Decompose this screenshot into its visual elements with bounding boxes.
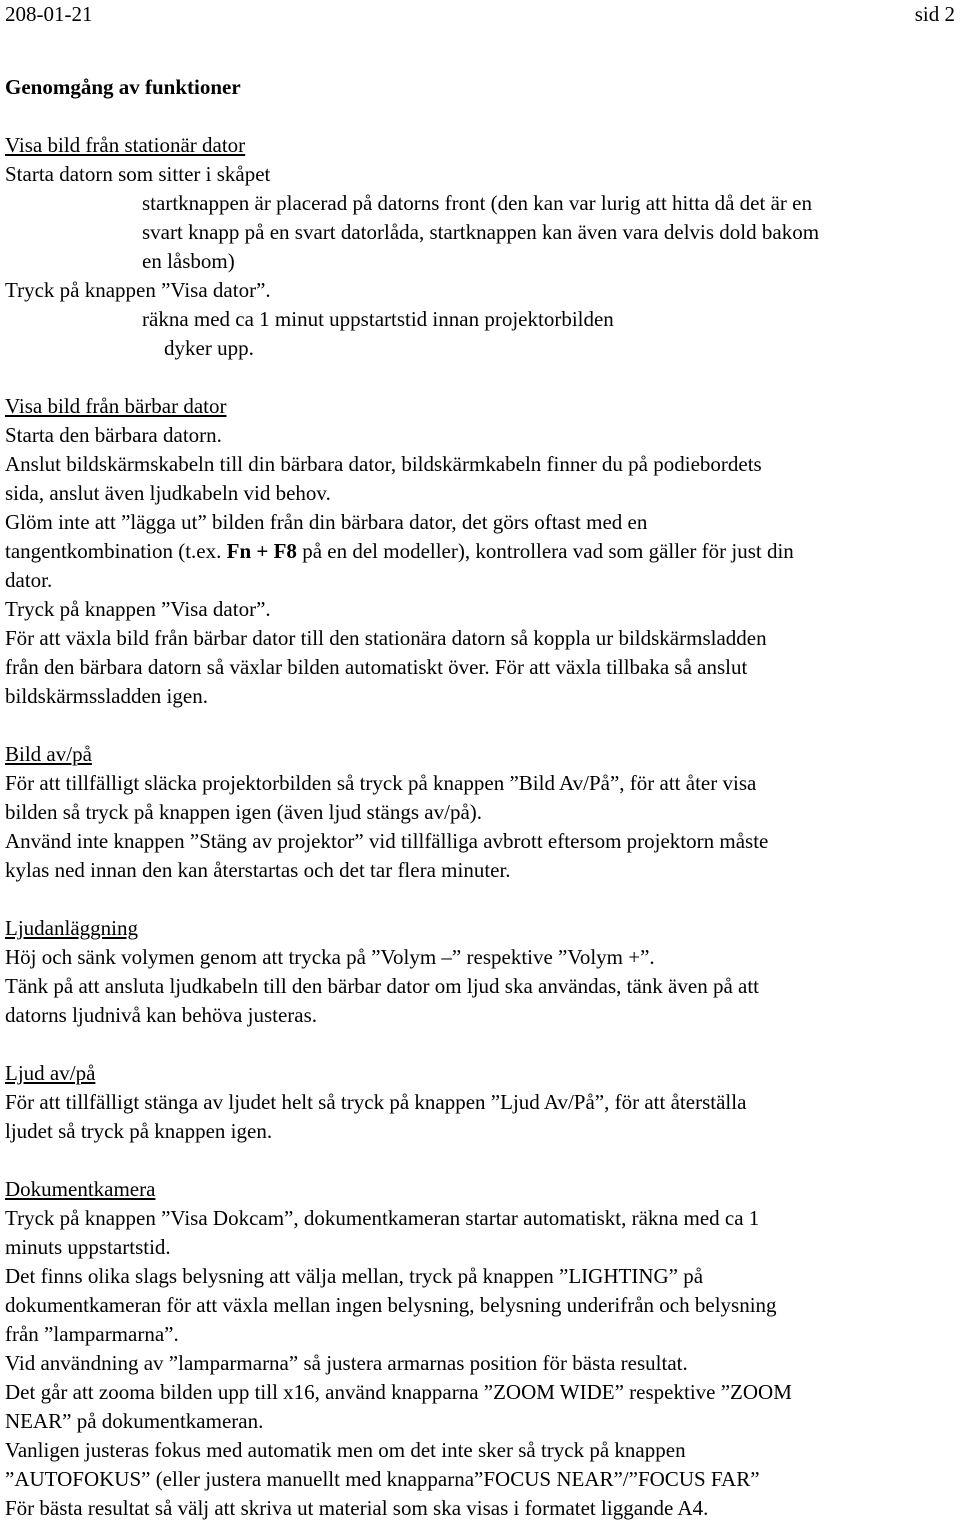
document-page bbox=[5, 0, 955, 1523]
text-line: Använd inte knappen ”Stäng av projektor” vid tillfälliga avbrott eftersom projektorn måste bbox=[5, 829, 769, 853]
text-line: Höj och sänk volymen genom att trycka på ”Volym –” respektive ”Volym +”. bbox=[5, 945, 655, 969]
text-line: bildskärmssladden igen. bbox=[5, 684, 208, 708]
text-line: För att tillfälligt släcka projektorbilden så tryck på knappen ”Bild Av/På”, för att åter visa bbox=[5, 771, 757, 795]
text-line: dator. bbox=[5, 568, 53, 592]
text-line: från ”lamparmarna”. bbox=[5, 1322, 179, 1346]
section-heading: Bild av/på bbox=[5, 742, 92, 766]
section-barbar bbox=[5, 392, 955, 711]
text-line: Tryck på knappen ”Visa dator”. bbox=[5, 278, 271, 302]
text-line: Tryck på knappen ”Visa dator”. bbox=[5, 597, 271, 621]
header-date: 208-01-21 bbox=[5, 2, 93, 26]
section-heading: Dokumentkamera bbox=[5, 1177, 156, 1201]
text-line: kylas ned innan den kan återstartas och det tar flera minuter. bbox=[5, 858, 511, 882]
section-dokumentkamera bbox=[5, 1175, 955, 1523]
text-line: datorns ljudnivå kan behöva justeras. bbox=[5, 1003, 318, 1027]
text-line: Det går att zooma bilden upp till x16, använd knapparna ”ZOOM WIDE” respektive ”ZOOM bbox=[5, 1380, 792, 1404]
text-line: svart knapp på en svart datorlåda, startknappen kan även vara delvis dold bakom bbox=[142, 220, 820, 244]
section-heading: Visa bild från stationär dator bbox=[5, 133, 246, 157]
text-line: Starta den bärbara datorn. bbox=[5, 423, 222, 447]
text-line: bilden så tryck på knappen igen (även ljud stängs av/på). bbox=[5, 800, 483, 824]
text-run: tangentkombination (t.ex. bbox=[5, 539, 227, 563]
text-line: Anslut bildskärmskabeln till din bärbara dator, bildskärmkabeln finner du på podiebordets bbox=[5, 452, 762, 476]
text-line: Glöm inte att ”lägga ut” bilden från din bärbara dator, det görs oftast med en bbox=[5, 510, 648, 534]
section-heading: Visa bild från bärbar dator bbox=[5, 394, 227, 418]
section-stationar bbox=[5, 131, 955, 363]
text-line: från den bärbara datorn så växlar bilden automatiskt över. För att växla tillbaka så anslut bbox=[5, 655, 748, 679]
text-line: Det finns olika slags belysning att välja mellan, tryck på knappen ”LIGHTING” på bbox=[5, 1264, 704, 1288]
section-ljud bbox=[5, 1059, 955, 1146]
section-bild bbox=[5, 740, 955, 885]
text-line: dyker upp. bbox=[164, 336, 254, 360]
text-line: räkna med ca 1 minut uppstartstid innan projektorbilden bbox=[142, 307, 614, 331]
header-page-number: sid 2 bbox=[914, 2, 955, 26]
text-line: För att växla bild från bärbar dator till den stationära datorn så koppla ur bildskärmsladden bbox=[5, 626, 767, 650]
page-header bbox=[5, 0, 955, 29]
text-line: NEAR” på dokumentkameran. bbox=[5, 1409, 264, 1433]
text-line: Tänk på att ansluta ljudkabeln till den bärbar dator om ljud ska användas, tänk även på att bbox=[5, 974, 760, 998]
text-line: minuts uppstartstid. bbox=[5, 1235, 171, 1259]
key-combination: Fn + F8 bbox=[226, 539, 297, 563]
section-heading: Ljud av/på bbox=[5, 1061, 96, 1085]
text-line: Vanligen justeras fokus med automatik men om det inte sker så tryck på knappen bbox=[5, 1438, 686, 1462]
section-ljudanlaggning bbox=[5, 914, 955, 1030]
text-line: ”AUTOFOKUS” (eller justera manuellt med knapparna”FOCUS NEAR”/”FOCUS FAR” bbox=[5, 1467, 760, 1491]
text-line: ljudet så tryck på knappen igen. bbox=[5, 1119, 273, 1143]
text-line: dokumentkameran för att växla mellan ingen belysning, belysning underifrån och belysning bbox=[5, 1293, 777, 1317]
text-line: Starta datorn som sitter i skåpet bbox=[5, 162, 271, 186]
text-line: För att tillfälligt stänga av ljudet helt så tryck på knappen ”Ljud Av/På”, för att återställa bbox=[5, 1090, 747, 1114]
document-title: Genomgång av funktioner bbox=[5, 75, 241, 99]
text-run: på en del modeller), kontrollera vad som gäller för just din bbox=[296, 539, 794, 563]
text-line: startknappen är placerad på datorns front (den kan var lurig att hitta då det är en bbox=[142, 191, 812, 215]
text-line: sida, anslut även ljudkabeln vid behov. bbox=[5, 481, 331, 505]
section-heading: Ljudanläggning bbox=[5, 916, 138, 940]
text-line: en låsbom) bbox=[142, 249, 235, 273]
text-line: Vid användning av ”lamparmarna” så justera armarnas position för bästa resultat. bbox=[5, 1351, 688, 1375]
text-line: Tryck på knappen ”Visa Dokcam”, dokumentkameran startar automatiskt, räkna med ca 1 bbox=[5, 1206, 760, 1230]
text-line bbox=[5, 537, 955, 566]
text-line: För bästa resultat så välj att skriva ut material som ska visas i formatet liggande A4. bbox=[5, 1496, 709, 1520]
